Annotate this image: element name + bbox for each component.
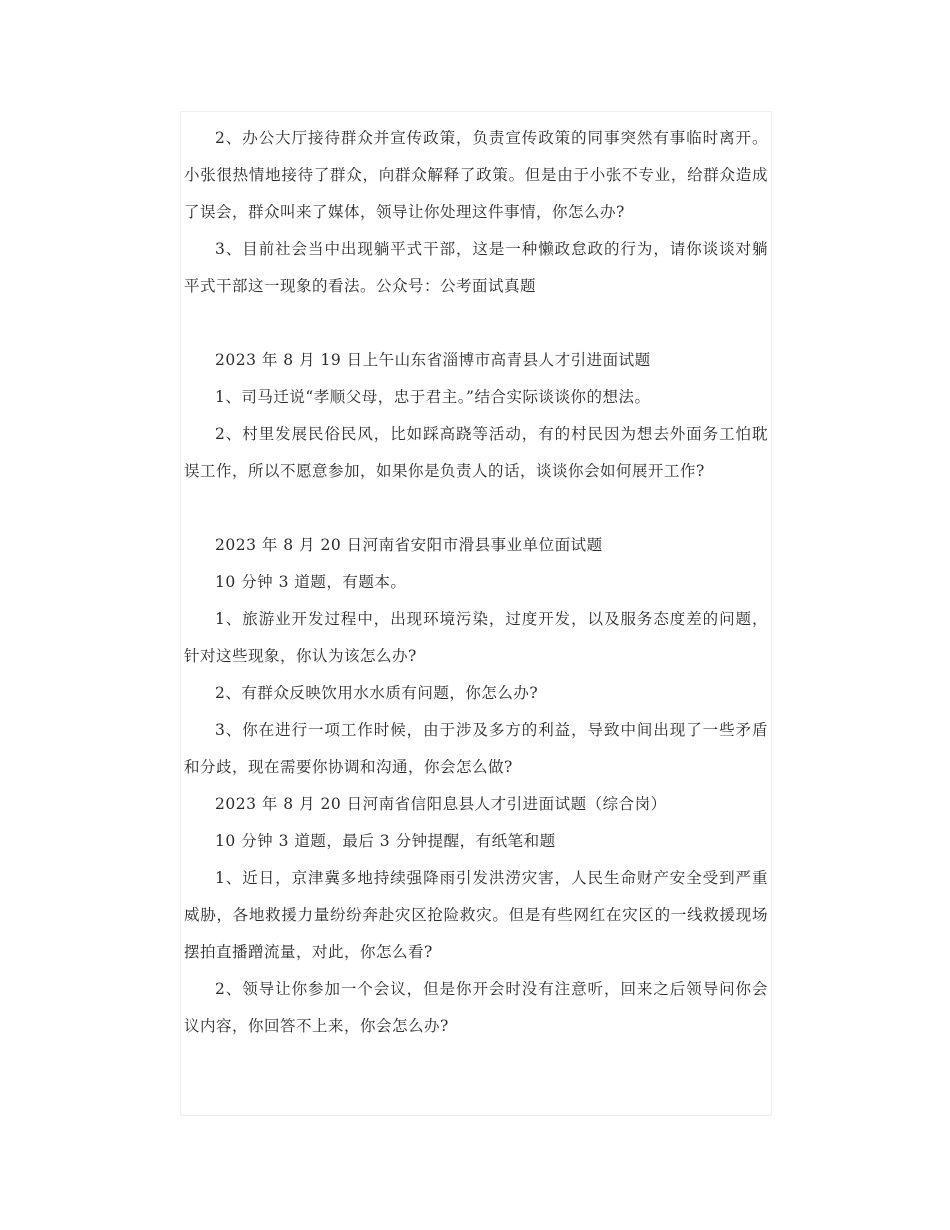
question-paragraph: 1、旅游业开发过程中，出现环境污染，过度开发，以及服务态度差的问题，针对这些现象，你认为该怎么办? (184, 610, 768, 665)
exam-format-note: 10 分钟 3 道题，有题本。 (215, 573, 407, 591)
question-paragraph: 3、目前社会当中出现躺平式干部，这是一种懒政怠政的行为，请你谈谈对躺平式干部这一现象的看法。公众号：公考面试真题 (184, 240, 768, 295)
question-paragraph: 3、你在进行一项工作时候，由于涉及多方的利益，导致中间出现了一些矛盾和分歧，现在需要你协调和沟通，你会怎么做? (184, 721, 768, 776)
section-heading: 2023 年 8 月 20 日河南省信阳息县人才引进面试题（综合岗） (215, 795, 667, 813)
section-heading: 2023 年 8 月 20 日河南省安阳市滑县事业单位面试题 (215, 536, 603, 554)
question-paragraph: 1、司马迁说“孝顺父母，忠于君主。”结合实际谈谈你的想法。 (215, 388, 651, 406)
question-paragraph: 2、有群众反映饮用水水质有问题，你怎么办? (215, 684, 539, 702)
section-spacer (184, 490, 768, 527)
document-content (184, 120, 768, 1045)
exam-format-note: 10 分钟 3 道题，最后 3 分钟提醒，有纸笔和题 (215, 832, 556, 850)
document-page (180, 111, 772, 1116)
section-spacer (184, 305, 768, 342)
section-heading: 2023 年 8 月 19 日上午山东省淄博市高青县人才引进面试题 (215, 351, 651, 369)
question-paragraph: 1、近日，京津冀多地持续强降雨引发洪涝灾害，人民生命财产安全受到严重威胁，各地救援力量纷纷奔赴灾区抢险救灾。但是有些网红在灾区的一线救援现场摆拍直播蹭流量，对此，你怎么看? (184, 869, 768, 961)
question-paragraph: 2、办公大厅接待群众并宣传政策，负责宣传政策的同事突然有事临时离开。小张很热情地接待了群众，向群众解释了政策。但是由于小张不专业，给群众造成了误会，群众叫来了媒体，领导让你处理这件事情，你怎么办? (184, 129, 768, 221)
question-paragraph: 2、村里发展民俗民风，比如踩高跷等活动，有的村民因为想去外面务工怕耽误工作，所以不愿意参加，如果你是负责人的话，谈谈你会如何展开工作? (184, 425, 768, 480)
question-paragraph: 2、领导让你参加一个会议，但是你开会时没有注意听，回来之后领导问你会议内容，你回答不上来，你会怎么办? (184, 980, 768, 1035)
